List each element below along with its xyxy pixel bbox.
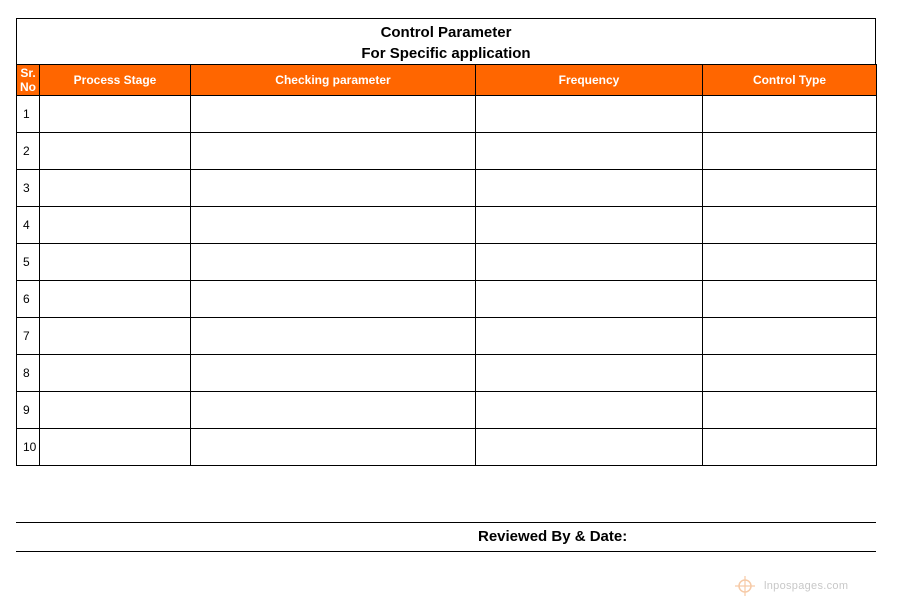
- sr-no-cell: 4: [17, 207, 40, 244]
- process-stage-cell[interactable]: [40, 170, 191, 207]
- form-title: Control Parameter: [380, 24, 512, 41]
- sr-no-cell: 7: [17, 318, 40, 355]
- header-control-type: Control Type: [703, 65, 877, 96]
- process-stage-cell[interactable]: [40, 281, 191, 318]
- sr-no-cell: 9: [17, 392, 40, 429]
- sr-no-cell: 5: [17, 244, 40, 281]
- sr-no-cell: 1: [17, 96, 40, 133]
- control-type-cell[interactable]: [703, 281, 877, 318]
- process-stage-cell[interactable]: [40, 355, 191, 392]
- process-stage-cell[interactable]: [40, 96, 191, 133]
- checking-parameter-cell[interactable]: [191, 170, 476, 207]
- checking-parameter-cell[interactable]: [191, 281, 476, 318]
- header-sr-no: Sr. No: [17, 65, 40, 96]
- checking-parameter-cell[interactable]: [191, 392, 476, 429]
- header-frequency: Frequency: [476, 65, 703, 96]
- sr-no-cell: 2: [17, 133, 40, 170]
- process-stage-cell[interactable]: [40, 133, 191, 170]
- frequency-cell[interactable]: [476, 355, 703, 392]
- table-row: [17, 244, 877, 281]
- table-row: [17, 281, 877, 318]
- watermark: [734, 574, 874, 598]
- reviewed-by-label: Reviewed By & Date:: [478, 528, 628, 545]
- table-row: [17, 392, 877, 429]
- table-row: [17, 207, 877, 244]
- checking-parameter-cell[interactable]: [191, 355, 476, 392]
- sr-no-cell: 3: [17, 170, 40, 207]
- table-row: [17, 170, 877, 207]
- process-stage-cell[interactable]: [40, 392, 191, 429]
- sr-no-cell: 6: [17, 281, 40, 318]
- header-process-stage: Process Stage: [40, 65, 191, 96]
- table-row: [17, 429, 877, 466]
- table-row: [17, 96, 877, 133]
- table-row: [17, 133, 877, 170]
- frequency-cell[interactable]: [476, 244, 703, 281]
- checking-parameter-cell[interactable]: [191, 318, 476, 355]
- frequency-cell[interactable]: [476, 207, 703, 244]
- control-parameter-form: [16, 18, 876, 466]
- process-stage-cell[interactable]: [40, 429, 191, 466]
- table-row: [17, 318, 877, 355]
- crosshair-logo-icon: [734, 575, 756, 597]
- control-parameter-table: [16, 64, 877, 466]
- table-header-row: [17, 65, 877, 96]
- header-checking-parameter: Checking parameter: [191, 65, 476, 96]
- checking-parameter-cell[interactable]: [191, 96, 476, 133]
- table-row: [17, 355, 877, 392]
- frequency-cell[interactable]: [476, 429, 703, 466]
- frequency-cell[interactable]: [476, 392, 703, 429]
- checking-parameter-cell[interactable]: [191, 244, 476, 281]
- checking-parameter-cell[interactable]: [191, 133, 476, 170]
- sr-no-cell: 10: [17, 429, 40, 466]
- control-type-cell[interactable]: [703, 429, 877, 466]
- form-subtitle: For Specific application: [361, 45, 531, 62]
- frequency-cell[interactable]: [476, 318, 703, 355]
- control-type-cell[interactable]: [703, 170, 877, 207]
- watermark-text: lnpospages.com: [764, 580, 849, 592]
- checking-parameter-cell[interactable]: [191, 207, 476, 244]
- frequency-cell[interactable]: [476, 170, 703, 207]
- frequency-cell[interactable]: [476, 133, 703, 170]
- form-title-block: [16, 18, 876, 64]
- control-type-cell[interactable]: [703, 244, 877, 281]
- frequency-cell[interactable]: [476, 96, 703, 133]
- process-stage-cell[interactable]: [40, 207, 191, 244]
- process-stage-cell[interactable]: [40, 318, 191, 355]
- frequency-cell[interactable]: [476, 281, 703, 318]
- process-stage-cell[interactable]: [40, 244, 191, 281]
- control-type-cell[interactable]: [703, 318, 877, 355]
- control-type-cell[interactable]: [703, 96, 877, 133]
- footer-divider-bottom: [16, 551, 876, 552]
- sr-no-cell: 8: [17, 355, 40, 392]
- footer-divider-top: [16, 522, 876, 523]
- control-type-cell[interactable]: [703, 207, 877, 244]
- control-type-cell[interactable]: [703, 355, 877, 392]
- control-type-cell[interactable]: [703, 133, 877, 170]
- checking-parameter-cell[interactable]: [191, 429, 476, 466]
- control-type-cell[interactable]: [703, 392, 877, 429]
